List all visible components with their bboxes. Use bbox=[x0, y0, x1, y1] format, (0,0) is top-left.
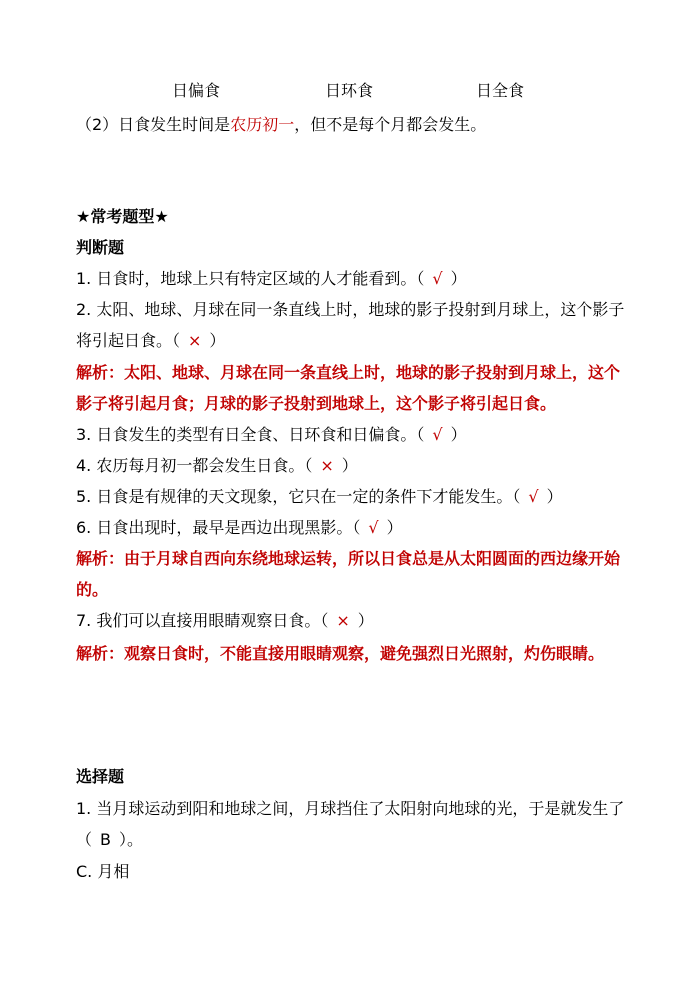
judgement-q2-line1: 2. 太阳、地球、月球在同一条直线上时，地球的影子投射到月球上，这个影子 bbox=[76, 300, 625, 319]
judgement-q2-line2 bbox=[76, 330, 225, 352]
choice-q1-answer: B bbox=[100, 830, 111, 849]
q7-close: ） bbox=[357, 611, 374, 630]
choice-q1-close: ）。 bbox=[119, 830, 144, 849]
judgement-q6 bbox=[76, 517, 403, 539]
choice-q1-line2 bbox=[76, 829, 143, 851]
judgement-a2-line1: 解析：太阳、地球、月球在同一条直线上时，地球的影子投射到月球上，这个 bbox=[76, 363, 621, 382]
q7-mark: × bbox=[336, 611, 350, 630]
choice-option-c: C. 月相 bbox=[76, 862, 130, 881]
note-prefix: （2）日食发生时间是 bbox=[76, 115, 231, 134]
judgement-a6-line2: 的。 bbox=[76, 580, 109, 599]
q4-close: ） bbox=[341, 456, 358, 475]
judgement-q7 bbox=[76, 610, 374, 632]
q7-text: 7. 我们可以直接用眼睛观察日食。（ bbox=[76, 611, 329, 630]
q5-close: ） bbox=[546, 487, 563, 506]
judgement-a2-line2: 影子将引起月食；月球的影子投射到地球上，这个影子将引起日食。 bbox=[76, 394, 557, 413]
q3-mark: √ bbox=[432, 425, 443, 444]
judgement-q1 bbox=[76, 268, 467, 290]
note-highlight: 农历初一 bbox=[230, 115, 295, 134]
choice-q1-line1: 1. 当月球运动到阳和地球之间，月球挡住了太阳射向地球的光，于是就发生了 bbox=[76, 799, 625, 818]
q4-mark: × bbox=[320, 456, 334, 475]
q5-text: 5. 日食是有规律的天文现象，它只在一定的条件下才能发生。（ bbox=[76, 487, 521, 506]
q1-close: ） bbox=[450, 269, 467, 288]
caption-annular-eclipse: 日环食 bbox=[325, 81, 374, 100]
q6-mark: √ bbox=[368, 518, 379, 537]
choice-q1-open: （ bbox=[76, 830, 93, 849]
note-suffix: ，但不是每个月都会发生。 bbox=[294, 115, 487, 134]
common-question-title: ★常考题型★ bbox=[76, 207, 169, 226]
caption-total-eclipse: 日全食 bbox=[476, 81, 525, 100]
judgement-a6-line1: 解析：由于月球自西向东绕地球运转，所以日食总是从太阳圆面的西边缘开始 bbox=[76, 549, 621, 568]
eclipse-captions bbox=[0, 80, 696, 104]
caption-partial-eclipse: 日偏食 bbox=[172, 81, 221, 100]
choice-section-title: 选择题 bbox=[76, 767, 125, 786]
q2-close: ） bbox=[209, 331, 226, 350]
q2-mark: × bbox=[188, 331, 202, 350]
q3-close: ） bbox=[450, 425, 467, 444]
judgement-q5 bbox=[76, 486, 563, 508]
q4-text: 4. 农历每月初一都会发生日食。（ bbox=[76, 456, 313, 475]
q3-text: 3. 日食发生的类型有日全食、日环食和日偏食。（ bbox=[76, 425, 425, 444]
judgement-q4 bbox=[76, 455, 358, 477]
q6-close: ） bbox=[386, 518, 403, 537]
judgement-section-title: 判断题 bbox=[76, 238, 125, 257]
q5-mark: √ bbox=[528, 487, 539, 506]
q6-text: 6. 日食出现时，最早是西边出现黑影。（ bbox=[76, 518, 361, 537]
q2-text: 将引起日食。（ bbox=[76, 331, 181, 350]
judgement-q3 bbox=[76, 424, 467, 446]
q1-text: 1. 日食时，地球上只有特定区域的人才能看到。（ bbox=[76, 269, 425, 288]
judgement-a7: 解析：观察日食时，不能直接用眼睛观察，避免强烈日光照射，灼伤眼睛。 bbox=[76, 644, 605, 663]
q1-mark: √ bbox=[432, 269, 443, 288]
note-eclipse-time bbox=[76, 114, 486, 136]
